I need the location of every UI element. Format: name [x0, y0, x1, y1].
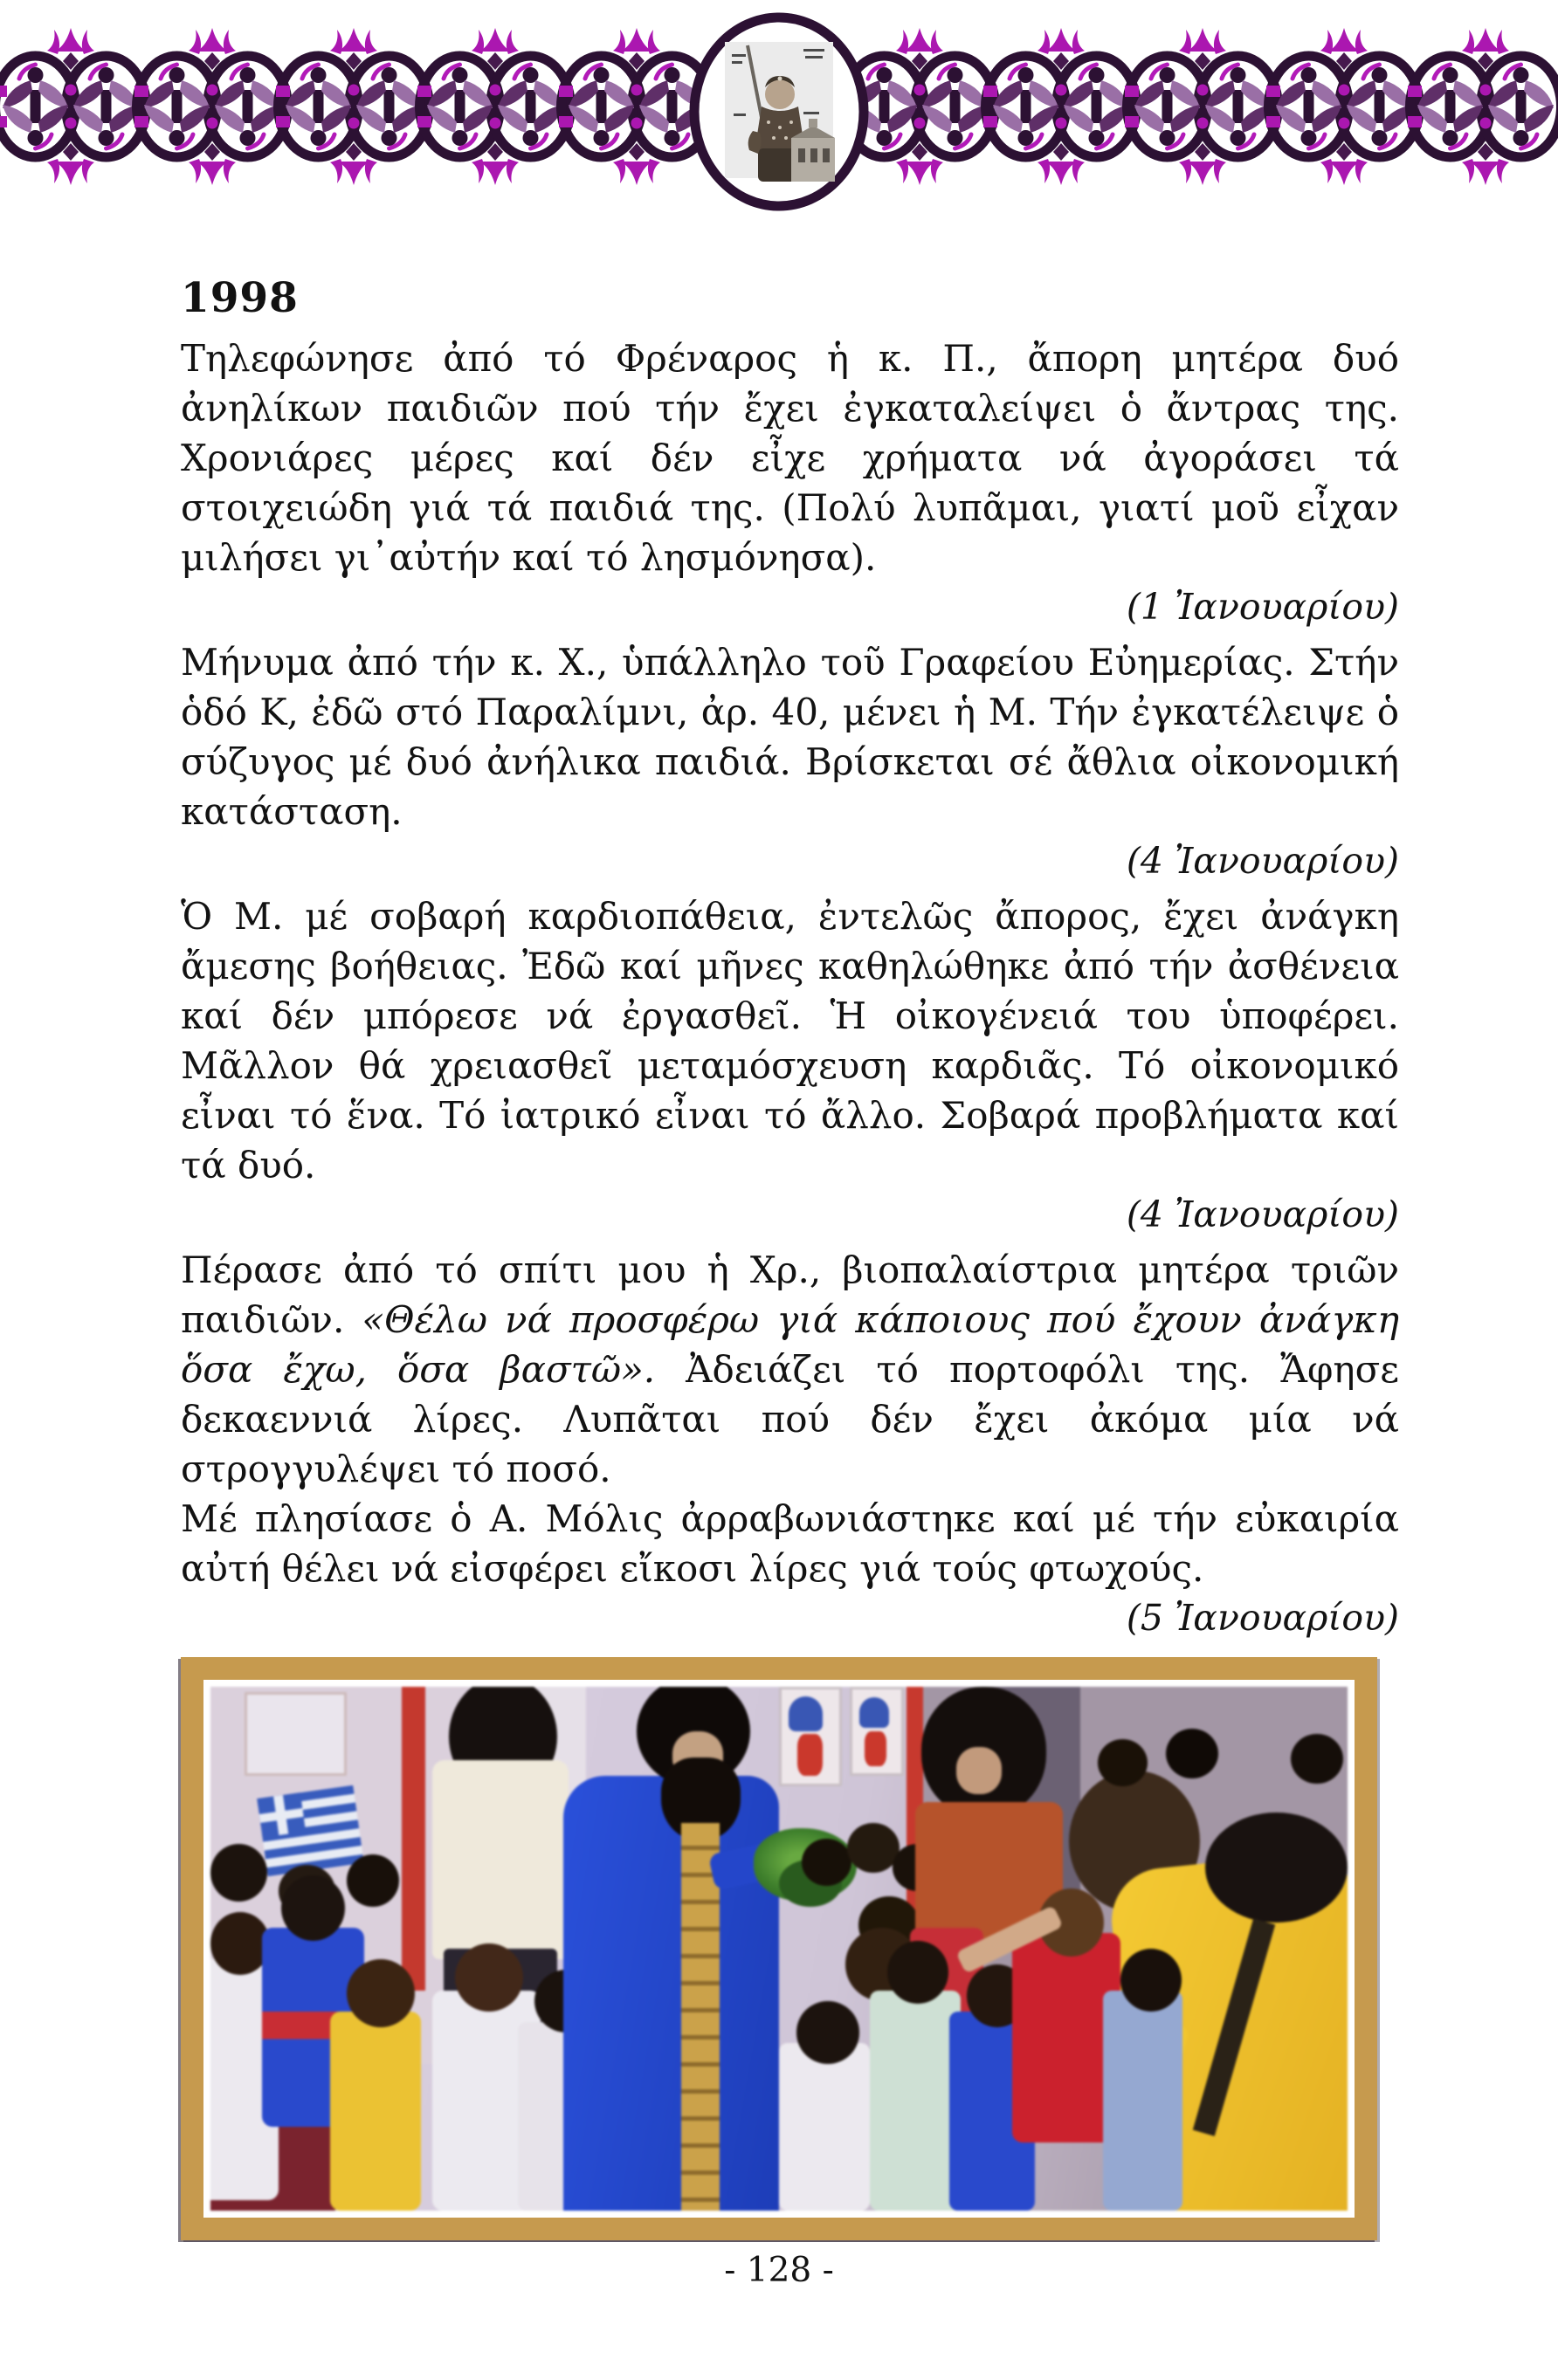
photo-frame [181, 1657, 1377, 2240]
child-head [847, 1823, 900, 1873]
blessing-ceremony-photo [210, 1687, 1348, 2211]
poster-figure-blue [789, 1696, 823, 1731]
priest-robe [563, 1776, 779, 2211]
woman-rust-face [956, 1747, 1002, 1794]
child-head [347, 1959, 415, 2027]
child-head [347, 1854, 399, 1907]
entry-paragraph-3: Ὁ Μ. μέ σοβαρή καρδιοπάθεια, ἐντελῶς ἄπορος, ἔχει ἀνάγκη ἄμεσης βοήθειας. Ἐδῶ καί μῆνες καθηλώθηκε ἀπό τήν ἀσθένεια καί δέν μπόρεσε νά ἐργασθεῖ. Ἡ οἰκογένειά του ὑποφέρει. Μᾶλλον θά χρειασθεῖ μεταμόσχευση καρδιᾶς. Τό οἰκονομικό εἶναι τό ἕνα. Τό ἰατρικό εἶναι τό ἄλλο. Σοβαρά προβλήματα καί τά δυό. [181, 894, 1399, 1187]
child-head [802, 1839, 851, 1886]
child-head [1120, 1949, 1182, 2012]
child-head [796, 2001, 860, 2064]
entry-date-5: (5 Ἰανουαρίου) [1126, 1596, 1399, 1639]
child-white-center [779, 2043, 870, 2211]
decorative-header-border [0, 0, 1558, 218]
photo-posters-top-left [245, 1692, 347, 1776]
page-number: - 128 - [724, 2250, 834, 2290]
diary-entries [181, 276, 1399, 1643]
greek-flag [257, 1785, 363, 1876]
child-head [455, 1943, 523, 2012]
child-head [1291, 1734, 1343, 1784]
entry-date-2: (4 Ἰανουαρίου) [1126, 839, 1399, 882]
child-head [1098, 1739, 1148, 1786]
photo-poster-drawing-2 [850, 1687, 904, 1776]
poster-figure-red-2 [865, 1731, 886, 1767]
child-seafoam [870, 1991, 961, 2211]
child-head [1166, 1729, 1218, 1778]
entry-paragraph-1: Τηλεφώνησε ἀπό τό Φρέναρος ἡ κ. Π., ἄπορη μητέρα δυό ἀνηλίκων παιδιῶν πού τήν ἔχει ἐγκαταλείψει ὁ ἄντρας της. Χρονιάρες μέρες καί δέν εἶχε χρήματα νά ἀγοράσει τά στοιχειώδη γιά τά παιδιά της. (Πολύ λυπᾶμαι, γιατί μοῦ εἶχαν μιλήσει γι᾽αὐτήν καί τό λησμόνησα). [181, 336, 1399, 579]
child-jeans [1103, 1991, 1182, 2211]
person-yellow-hair [1205, 1813, 1348, 1923]
child-head [887, 1941, 948, 2004]
entry-date-3: (4 Ἰανουαρίου) [1126, 1193, 1399, 1235]
entry-paragraph-4 [181, 1245, 1399, 1494]
photo-red-post-left [402, 1687, 425, 1991]
child-head [210, 1844, 267, 1902]
entry-4-text-before: Πέρασε ἀπό τό σπίτι μου ἡ Χρ., βιοπαλαίστρια μητέρα τριῶν παιδιῶν. [181, 1248, 1399, 1341]
photo-poster-drawing-1 [779, 1687, 842, 1786]
child-head [281, 1875, 345, 1941]
saint-icon [694, 17, 864, 206]
child-yellow-sweater [330, 2012, 421, 2211]
entry-date-1: (1 Ἰανουαρίου) [1126, 585, 1399, 628]
entry-4-text-after: Ἀδειάζει τό πορτοφόλι της. Ἄφησε δεκαεννιά λίρες. Λυπᾶται πού δέν ἔχει ἀκόμα μία νά στρογγυλέψει τό ποσό. [181, 1347, 1399, 1490]
year-heading: 1998 [181, 274, 299, 322]
entry-paragraph-5: Μέ πλησίασε ὁ Α. Μόλις ἀρραβωνιάστηκε καί μέ τήν εὐκαιρία αὐτή θέλει νά εἰσφέρει εἴκοσι λίρες γιά τούς φτωχούς. [181, 1496, 1399, 1590]
entry-4-quote: «Θέλω νά προσφέρω γιά κάποιους πού ἔχουν ἀνάγκη ὅσα ἔχω, ὅσα βαστῶ». [181, 1297, 1399, 1391]
entry-paragraph-2: Μήνυμα ἀπό τήν κ. Χ., ὑπάλληλο τοῦ Γραφείου Εὐημερίας. Στήν ὁδό Κ, ἐδῶ στό Παραλίμνι, ἀρ. 40, μένει ἡ Μ. Τήν ἐγκατέλειψε ὁ σύζυγος μέ δυό ἀνήλικα παιδιά. Βρίσκεται σέ ἄθλια οἰκονομική κατάσταση. [181, 640, 1399, 833]
teacher-body [432, 1760, 569, 1959]
poster-figure-red [797, 1734, 823, 1776]
child-head [210, 1912, 270, 1975]
poster-figure-blue-2 [859, 1697, 889, 1728]
